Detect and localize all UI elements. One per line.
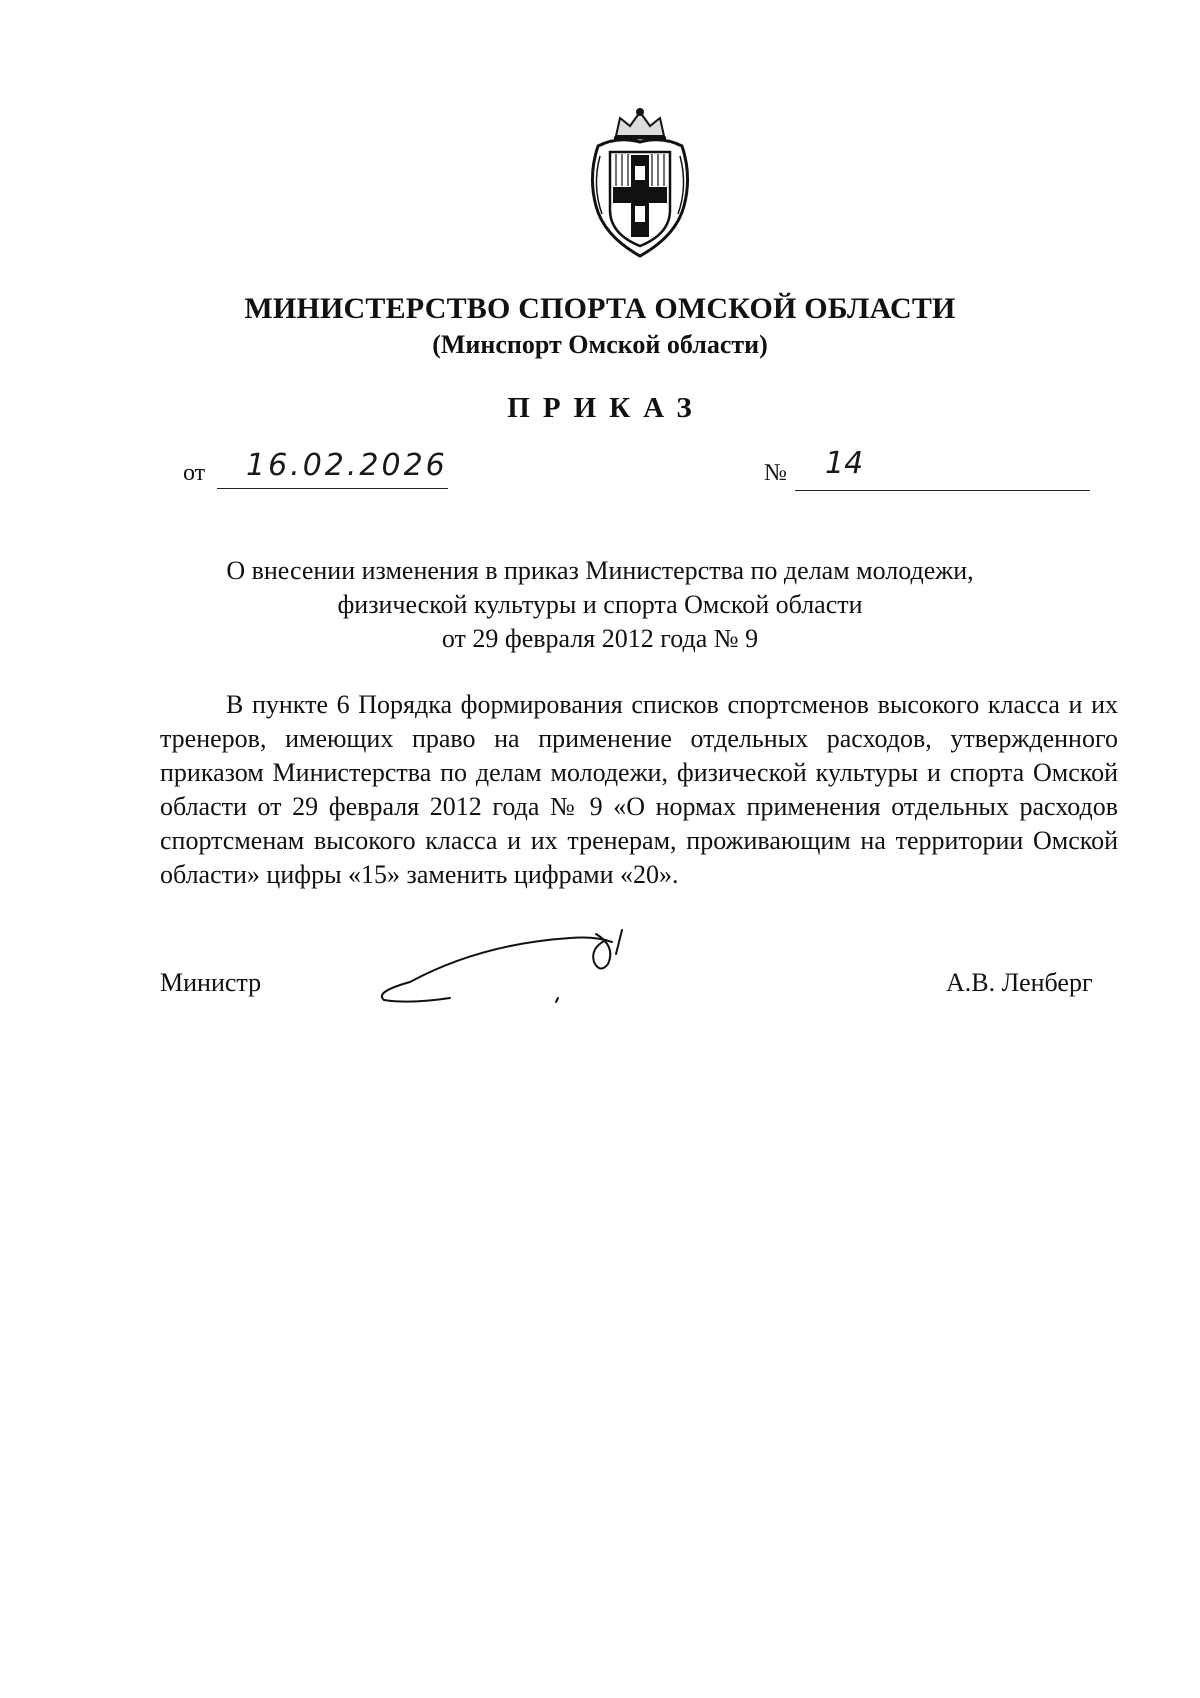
signer-title: Министр <box>160 968 262 997</box>
document-type: ПРИКАЗ <box>507 392 705 424</box>
document-subject <box>0 554 1200 656</box>
ministry-title: МИНИСТЕРСТВО СПОРТА ОМСКОЙ ОБЛАСТИ <box>244 292 956 325</box>
coat-of-arms-icon <box>578 106 702 260</box>
number-label: № <box>764 460 787 486</box>
document-date: 16.02.2026 <box>246 448 448 483</box>
subject-line: О внесении изменения в приказ Министерства по делам молодежи, <box>226 556 974 585</box>
document-number: 14 <box>825 446 864 481</box>
signer-name: А.В. Ленберг <box>946 968 1093 997</box>
ministry-short-name: (Минспорт Омской области) <box>432 330 768 359</box>
order-paragraph: В пункте 6 Порядка формирования списков спортсменов высокого класса и их тренеров, имеющих право на применение отдельных расходов, утвержденного приказом Министерства по делам молодежи, физической культуры и спорта Омской области от 29 февраля 2012 года № 9 «О нормах применения отдельных расходов спортсменам высокого класса и их тренерам, проживающим на территории Омской области» цифры «15» заменить цифрами «20». <box>160 690 1118 889</box>
subject-line: физической культуры и спорта Омской области <box>337 590 863 619</box>
subject-line: от 29 февраля 2012 года № 9 <box>441 624 759 653</box>
date-underline <box>217 488 448 489</box>
number-underline <box>795 490 1090 491</box>
date-label: от <box>183 460 206 486</box>
signature-icon <box>380 924 680 1014</box>
